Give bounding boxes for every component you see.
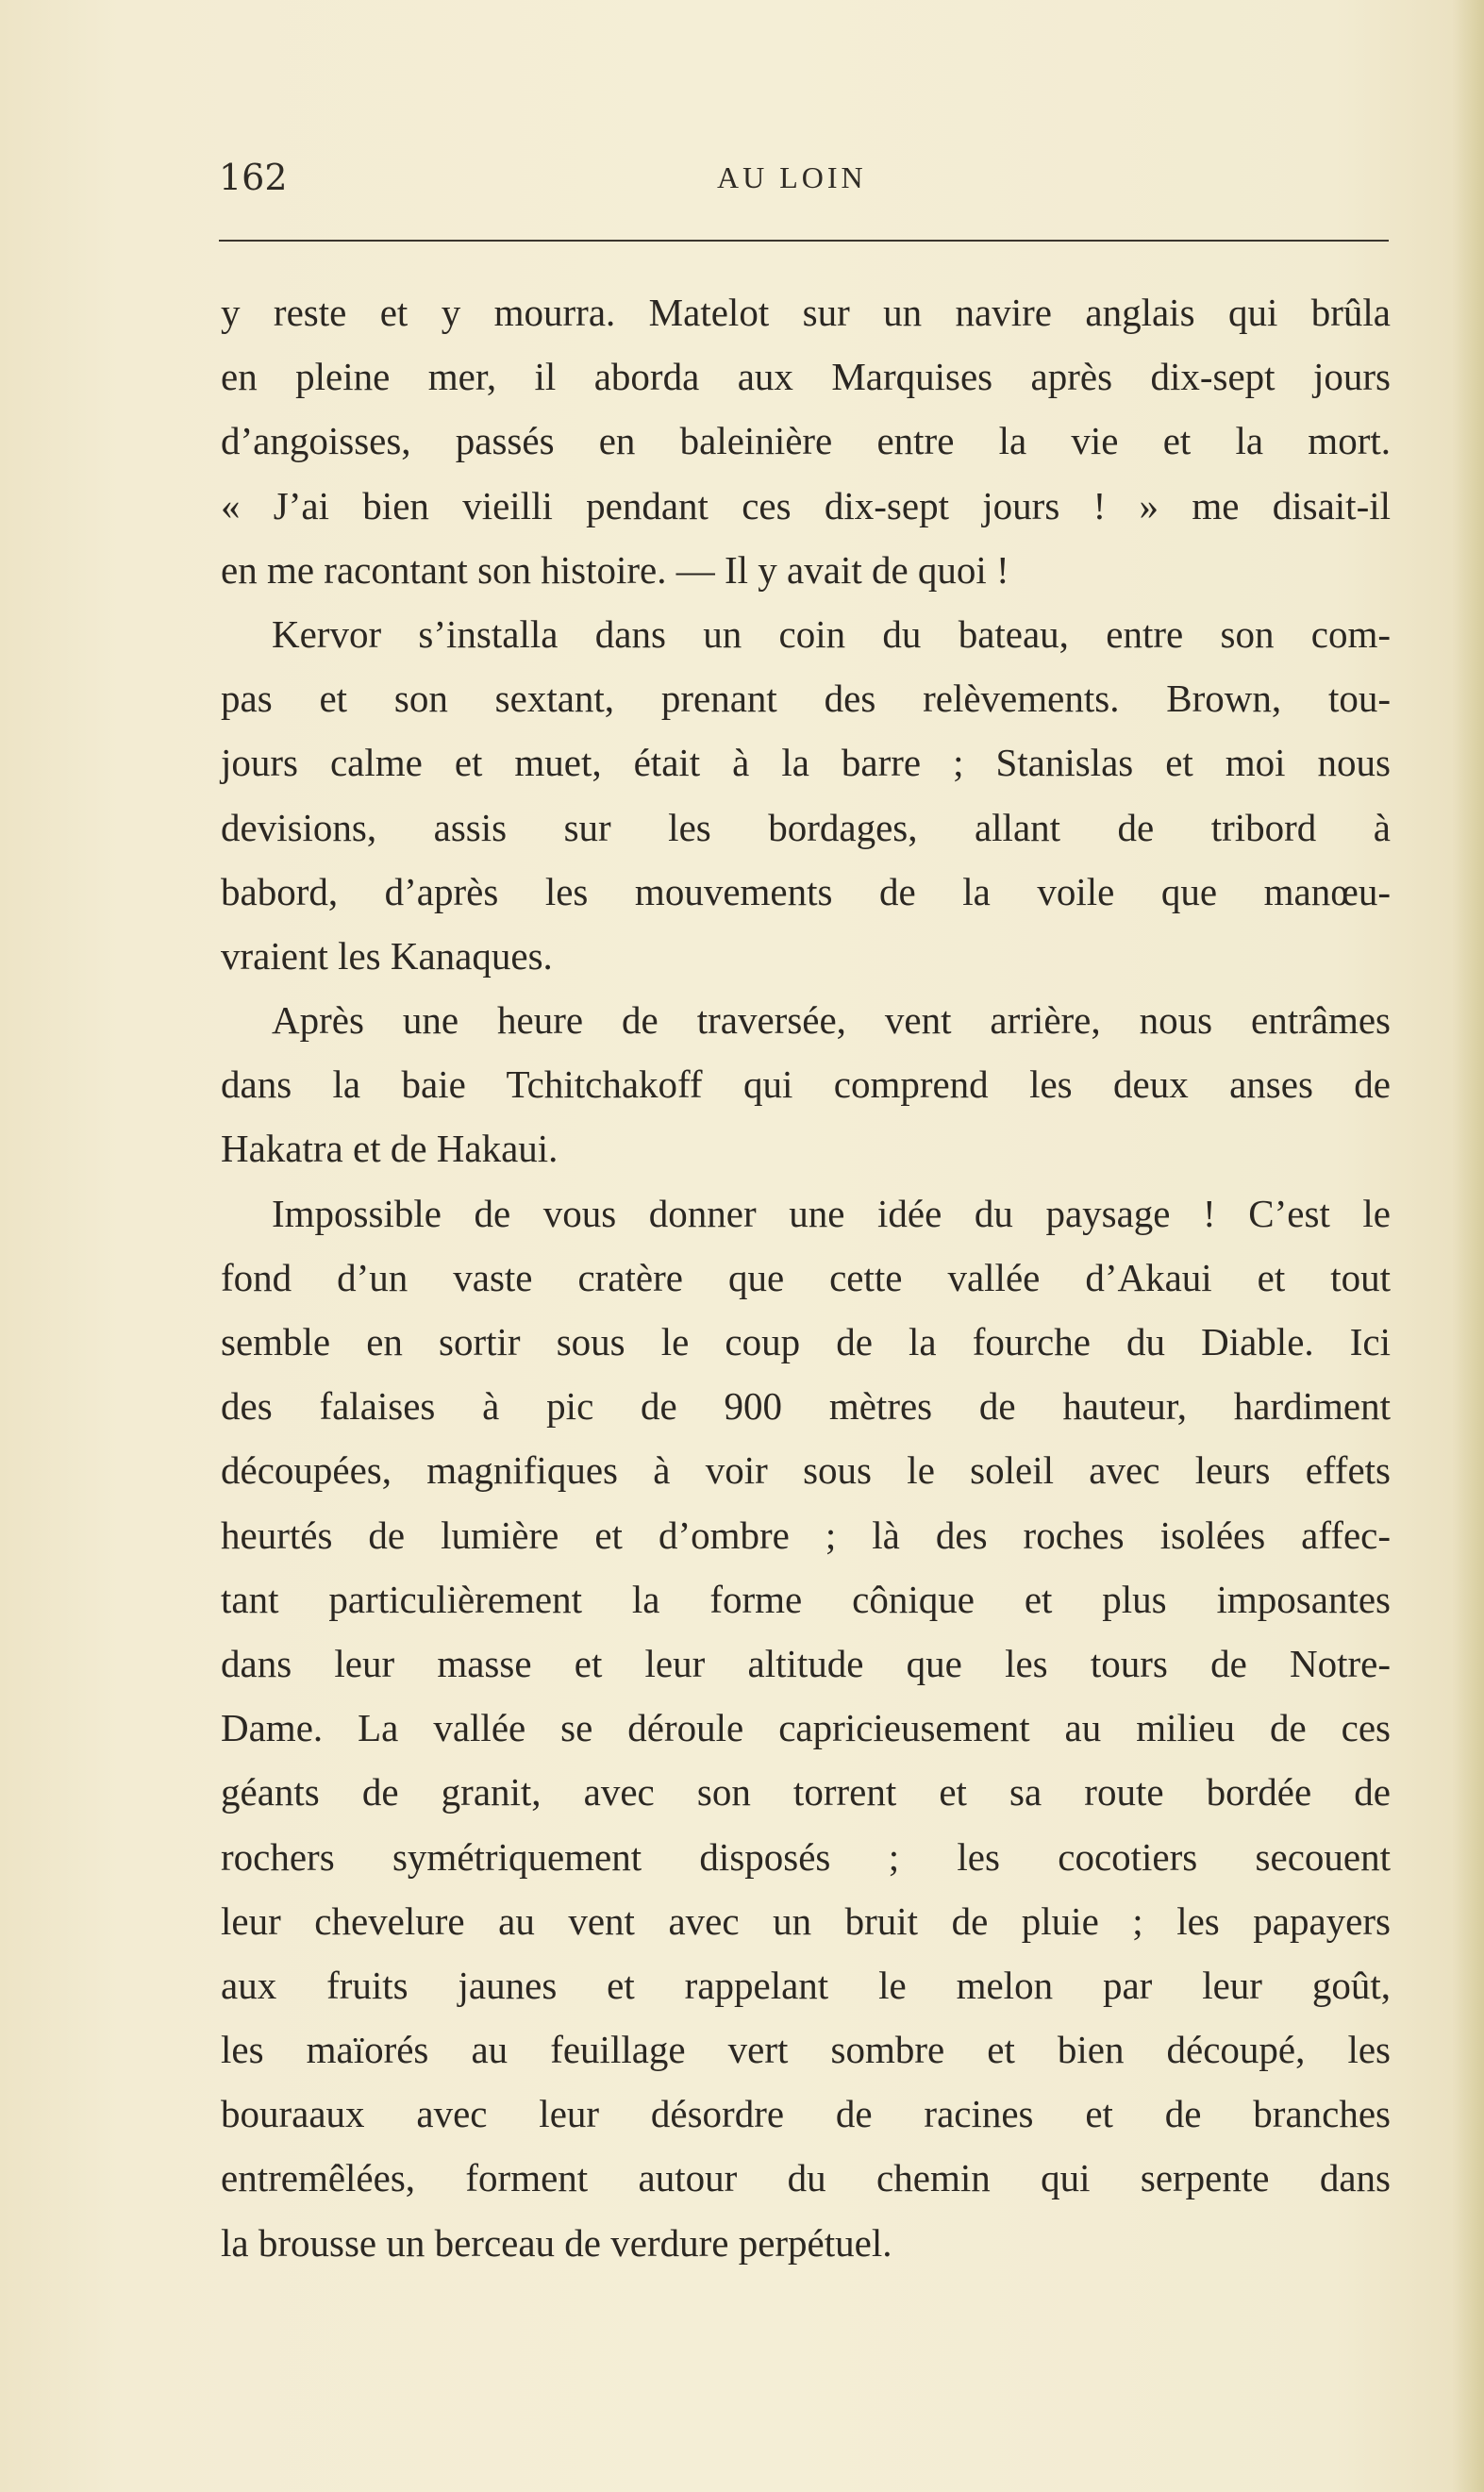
text-line: Hakatra et de Hakaui. [221,1127,559,1171]
text-line: la brousse un berceau de verdure perpétuel. [221,2220,892,2265]
text-line: d’angoisses, passés en baleinière entre la vie et la mort. [221,419,1391,463]
text-line: rochers symétriquement disposés ; les cocotiers secouent [221,1834,1391,1879]
text-line: Après une heure de traversée, vent arrière, nous entrâmes [272,998,1391,1043]
page-edge-shadow [1452,0,1484,2492]
text-line: Dame. La vallée se déroule capricieusement au milieu de ces [221,1706,1391,1750]
text-line: en pleine mer, il aborda aux Marquises après dix-sept jours [221,355,1391,399]
text-line: y reste et y mourra. Matelot sur un navire anglais qui brûla [221,291,1391,334]
text-line: entremêlées, forment autour du chemin qui serpente dans [221,2156,1391,2200]
text-line: en me racontant son histoire. — Il y avait de quoi ! [221,547,1009,592]
body-text [221,280,1391,2275]
text-line: babord, d’après les mouvements de la voile que manœu- [221,869,1391,913]
text-line: « J’ai bien vieilli pendant ces dix-sept jours ! » me disait-il [221,483,1391,527]
header-rule [219,240,1389,242]
page-number: 162 [219,157,288,198]
text-line: dans leur masse et leur altitude que les tours de Notre- [221,1641,1391,1685]
text-line: leur chevelure au vent avec un bruit de pluie ; les papayers [221,1898,1391,1943]
text-line: les maïorés au feuillage vert sombre et bien découpé, les [221,2028,1391,2072]
text-line: fond d’un vaste cratère que cette vallée d’Akaui et tout [221,1255,1391,1299]
text-line: bouraaux avec leur désordre de racines et de branches [221,2092,1391,2136]
text-line: des falaises à pic de 900 mètres de hauteur, hardiment [221,1384,1391,1429]
text-line: heurtés de lumière et d’ombre ; là des roches isolées affec- [221,1513,1391,1557]
text-line: géants de granit, avec son torrent et sa route bordée de [221,1770,1391,1815]
text-line: jours calme et muet, était à la barre ; Stanislas et moi nous [221,741,1391,785]
text-line: semble en sortir sous le coup de la fourche du Diable. Ici [221,1320,1391,1363]
text-line: pas et son sextant, prenant des relèvements. Brown, tou- [221,677,1391,721]
text-line: Impossible de vous donner une idée du paysage ! C’est le [272,1191,1391,1235]
running-title: AU LOIN [717,160,867,194]
text-line: découpées, magnifiques à voir sous le soleil avec leurs effets [221,1448,1391,1493]
text-line: aux fruits jaunes et rappelant le melon par leur goût, [221,1963,1391,2007]
text-line: dans la baie Tchitchakoff qui comprend les deux anses de [221,1062,1391,1107]
text-line: devisions, assis sur les bordages, allant de tribord à [221,805,1391,849]
text-line: vraient les Kanaques. [221,933,553,978]
text-line: Kervor s’installa dans un coin du bateau, entre son com- [272,611,1391,656]
text-line: tant particulièrement la forme cônique et plus imposantes [221,1577,1391,1621]
